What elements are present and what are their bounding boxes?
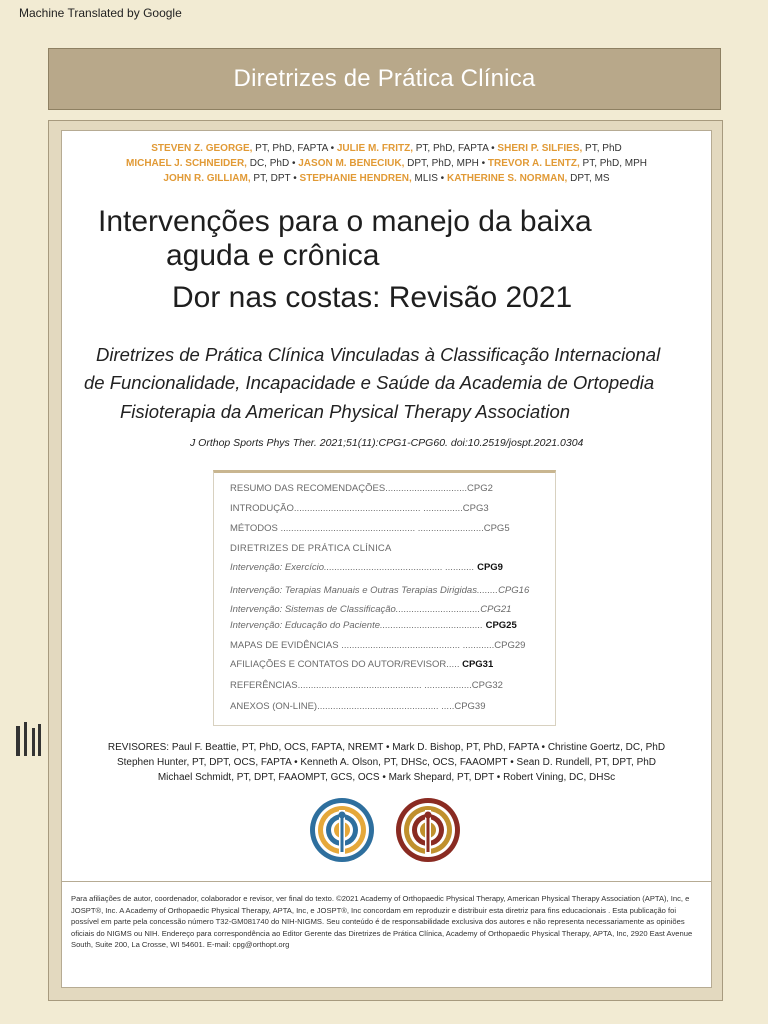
toc-section-heading: DIRETRIZES DE PRÁTICA CLÍNICA [230,543,392,554]
toc-item[interactable]: REFERÊNCIAS............................................... ..................CPG32 [230,680,503,691]
journal-citation: J Orthop Sports Phys Ther. 2021;51(11):CPG1-CPG60. doi:10.2519/jospt.2021.0304 [190,437,584,449]
author-credentials: PT, PhD, FAPTA • [412,143,498,154]
reviewers-list [62,740,711,785]
toc-item[interactable]: MÉTODOS ................................................... .........................CPG5 [230,523,510,534]
toc-item-text: AFILIAÇÕES E CONTATOS DO AUTOR/REVISOR..... [230,659,460,670]
document-title-line-3: Dor nas costas: Revisão 2021 [172,281,573,314]
subtitle-line-1: Diretrizes de Prática Clínica Vinculadas à Classificação Internacional [96,344,661,365]
author-credentials: DC, PhD • [246,158,299,169]
header-banner [48,48,721,110]
reviewers-line: Michael Schmidt, PT, DPT, FAAOMPT, GCS, OCS • Mark Shepard, PT, DPT • Robert Vining, DC, DHSc [157,772,616,783]
apta-logo-icon [394,796,462,864]
table-of-contents [213,470,556,726]
toc-item[interactable]: ANEXOS (ON-LINE).............................................. .....CPG39 [230,701,486,712]
author-name: JOHN R. GILLIAM, [163,173,251,184]
author-credentials: DPT, MS [567,173,610,184]
toc-item[interactable] [230,659,493,670]
author-credentials: PT, PhD [582,143,622,154]
author-list [62,141,711,186]
author-credentials: PT, PhD, FAPTA • [252,143,337,154]
document-title-line-2: aguda e crônica [166,239,380,272]
subtitle-line-2: de Funcionalidade, Incapacidade e Saúde da Academia de Ortopedia [84,372,655,393]
scan-artifact-marks [14,720,46,760]
document-title-line-1: Intervenções para o manejo da baixa [98,205,592,238]
reviewers-line: REVISORES: Paul F. Beattie, PT, PhD, OCS, FAPTA, NREMT • Mark D. Bishop, PT, PhD, FAPTA • Christine Goertz, DC, PhD [107,742,666,753]
toc-item[interactable]: INTRODUÇÃO................................................ ...............CPG3 [230,503,489,514]
subtitle-line-3: Fisioterapia da American Physical Therapy Association [120,401,571,422]
author-name: JULIE M. FRITZ, [336,143,413,154]
author-name: KATHERINE S. NORMAN, [446,173,568,184]
toc-item[interactable]: Intervenção: Terapias Manuais e Outras Terapias Dirigidas........CPG16 [230,585,530,596]
author-name: JASON M. BENECIUK, [298,158,405,169]
toc-item-text: Intervenção: Exercício............................................. ........... [230,562,475,573]
footer-divider [62,881,711,882]
banner-title: Diretrizes de Prática Clínica [233,65,536,92]
author-line [62,171,711,186]
toc-item[interactable] [230,620,517,631]
author-credentials: PT, PhD, MPH [579,158,647,169]
author-credentials: DPT, PhD, MPH • [404,158,488,169]
author-credentials: MLIS • [411,173,447,184]
academy-orthopaedic-logo-icon [308,796,376,864]
reviewers-line: Stephen Hunter, PT, DPT, OCS, FAPTA • Kenneth A. Olson, PT, DHSc, OCS, FAAOMPT • Sean D. Rundell, PT, DPT, PhD [116,757,657,768]
author-name: STEVEN Z. GEORGE, [151,143,253,154]
toc-item-page: CPG9 [477,562,503,573]
toc-item[interactable]: Intervenção: Sistemas de Classificação................................CPG21 [230,604,512,615]
document-page [61,130,712,988]
toc-item[interactable]: RESUMO DAS RECOMENDAÇÕES...............................CPG2 [230,483,493,494]
toc-item-page: CPG31 [462,659,494,670]
footer-notice: Para afiliações de autor, coordenador, colaborador e revisor, ver final do texto. ©2021 Academy of Orthopaedic Physical Therapy, American Physical Therapy Association (APTA), Inc, e JOSPT®, Inc. A Academy of Orthopaedic Physical Therapy, APTA, Inc, e JOSPT®, Inc concordam em reproduzir e distribuir esta diretriz para fins educacionais . Esta publicação foi possível em parte pela concessão número T32-GM081740 do NIH-NIGMS. Seu conteúdo é de responsabilidade exclusiva dos autores e não representa necessariamente as opiniões oficiais do NIGMS ou NIH. Endereço para correspondência ao Editor Gerente das Diretrizes de Prática Clínica, Academy of Orthopaedic Physical Therapy, APTA, Inc, 2920 East Avenue South, Suite 200, La Crosse, WI 54601. E-mail: cpg@orthopt.org [71,894,693,949]
author-line [62,156,711,171]
author-name: TREVOR A. LENTZ, [487,158,580,169]
author-name: STEPHANIE HENDREN, [299,173,412,184]
toc-item-page: CPG25 [485,620,517,631]
toc-item[interactable]: MAPAS DE EVIDÊNCIAS ............................................. ............CPG29 [230,640,526,651]
author-line [62,141,711,156]
author-name: MICHAEL J. SCHNEIDER, [126,158,247,169]
machine-translated-label: Machine Translated by Google [19,6,182,20]
toc-item[interactable] [230,562,503,573]
author-credentials: PT, DPT • [250,173,300,184]
author-name: SHERI P. SILFIES, [497,143,583,154]
toc-item-text: Intervenção: Educação do Paciente....................................... [230,620,483,631]
